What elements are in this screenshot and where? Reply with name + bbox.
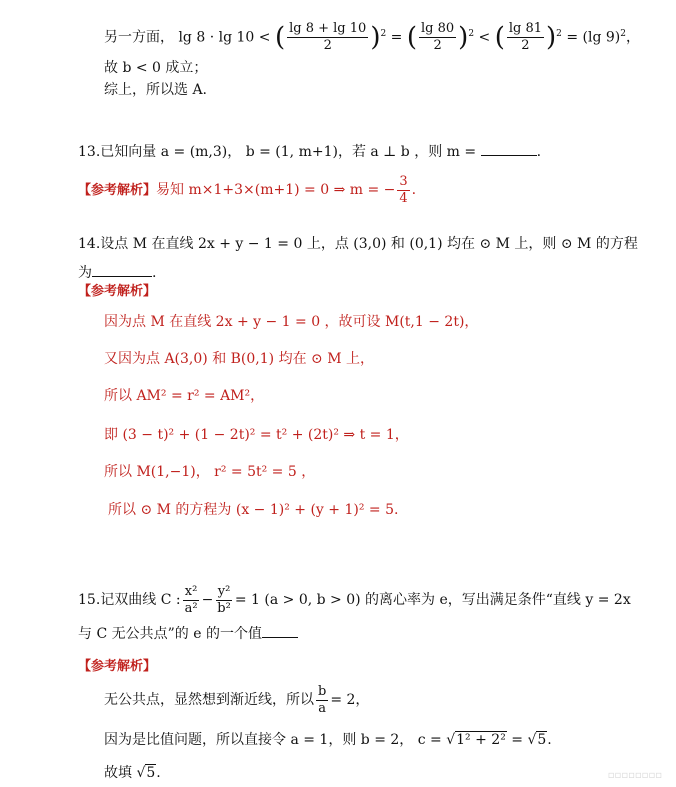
minus: − xyxy=(201,592,214,608)
q14-step-4: 即 (3 − t)² + (1 − 2t)² = t² + (2t)² ⇒ t = 1， xyxy=(104,427,409,443)
num: lg 80 xyxy=(421,21,455,37)
tail: = (lg 9) xyxy=(566,29,621,46)
num: y² xyxy=(217,583,231,599)
math: a = (m,3)， b = (1, m+1)，若 a ⊥ b ，则 m = xyxy=(160,144,477,160)
paren: ) xyxy=(370,22,381,53)
text: 为 xyxy=(78,265,92,281)
fraction-x xyxy=(183,584,200,617)
den: a² xyxy=(184,600,198,616)
q14-answer-tag: 【参考解析】 xyxy=(78,284,157,299)
num: lg 8 + lg 10 xyxy=(289,21,367,37)
text: . xyxy=(547,732,552,748)
q14-step-5: 所以 M(1,−1)， r² = 5t² = 5 ， xyxy=(104,464,316,480)
q15-step-2: 因为是比值问题，所以直接令 a = 1，则 b = 2， c = √1² + 2² = √5. xyxy=(104,732,552,748)
text: = 1 (a > 0, b > 0) 的离心率为 e，写出满足条件“直线 y = 2x xyxy=(234,592,631,608)
q15-step-3: 故填 √5. xyxy=(104,765,161,781)
fraction xyxy=(397,174,409,207)
fraction-b-a xyxy=(316,684,328,717)
tail-end: ， xyxy=(625,29,640,46)
q15-step-1 xyxy=(104,680,369,720)
answer-blank[interactable] xyxy=(262,623,298,638)
text: 另一方面， xyxy=(104,29,174,46)
den: 2 xyxy=(323,38,332,54)
q14-step-2: 又因为点 A(3,0) 和 B(0,1) 均在 ⊙ M 上， xyxy=(104,351,374,367)
radicand: 5 xyxy=(537,732,547,748)
text: 因为是比值问题，所以直接令 a = 1，则 b = 2， c = xyxy=(104,732,442,748)
math: lg 8 · lg 10 < xyxy=(178,29,271,46)
den: 4 xyxy=(399,190,408,206)
text: 13.已知向量 xyxy=(78,144,161,160)
den: a xyxy=(318,700,327,716)
eq: = xyxy=(390,29,403,46)
text: . xyxy=(152,265,157,281)
q15-stem-1 xyxy=(78,580,631,620)
text: . xyxy=(156,765,161,781)
den: 2 xyxy=(433,38,442,54)
num: x² xyxy=(184,583,198,599)
text: 故填 xyxy=(104,765,132,781)
paren: ( xyxy=(274,22,286,53)
top-line-1: 另一方面， lg 8 · lg 10 < ( $\frac{\lg 8 + \lg 10}{2}$ )$^2$ = ( $\frac{\lg 80}{2}$ )$^2$ < ( $\frac{\lg 81}{2}$ )$^2$ = (lg 9)$^2$， xyxy=(104,21,640,54)
q15-answer-tag: 【参考解析】 xyxy=(78,659,157,674)
q14-stem-2 xyxy=(78,262,156,283)
radicand: 5 xyxy=(146,765,156,781)
num: lg 81 xyxy=(508,21,542,37)
watermark: ▫▫▫▫▫▫▫▫ xyxy=(607,770,662,781)
paren: ) xyxy=(458,22,469,53)
text: = xyxy=(511,732,523,748)
text: . xyxy=(536,144,542,160)
text: = 2， xyxy=(330,692,370,708)
paren: ) xyxy=(546,22,557,53)
fraction-y xyxy=(215,584,233,617)
text: 15.记双曲线 C : xyxy=(78,592,181,608)
q14-stem-1: 14.设点 M 在直线 2x + y − 1 = 0 上，点 (3,0) 和 (0,1) 均在 ⊙ M 上，则 ⊙ M 的方程 xyxy=(78,236,638,252)
paren: ( xyxy=(494,22,505,53)
radicand: 1² + 2² xyxy=(456,732,506,748)
q14-step-1: 因为点 M 在直线 2x + y − 1 = 0 ，故可设 M(t,1 − 2t)， xyxy=(104,314,479,330)
paren: ( xyxy=(406,22,417,53)
answer-blank[interactable] xyxy=(481,141,537,156)
q14-step-3: 所以 AM² = r² = AM²， xyxy=(104,388,265,404)
lt: < xyxy=(478,29,491,46)
text: . xyxy=(411,182,417,198)
fraction-3 xyxy=(507,21,544,54)
text: 与 C 无公共点”的 e 的一个值 xyxy=(78,626,262,642)
top-line-3: 综上，所以选 A. xyxy=(104,82,208,98)
num: 3 xyxy=(399,173,408,189)
answer-blank[interactable] xyxy=(92,262,152,277)
num: b xyxy=(318,683,327,699)
den: 2 xyxy=(521,38,530,54)
q13-stem xyxy=(78,141,541,162)
answer-tag: 【参考解析】 xyxy=(78,183,157,198)
fraction-2 xyxy=(419,21,456,54)
fraction-1 xyxy=(287,21,368,54)
q13-answer xyxy=(78,170,416,211)
q15-stem-2 xyxy=(78,623,298,644)
top-line-2: 故 b < 0 成立； xyxy=(104,60,208,76)
den: b² xyxy=(217,600,231,616)
text: 无公共点，显然想到渐近线，所以 xyxy=(104,692,314,708)
math: 易知 m×1+3×(m+1) = 0 ⇒ m = − xyxy=(156,182,396,198)
q14-step-6: 所以 ⊙ M 的方程为 (x − 1)² + (y + 1)² = 5. xyxy=(108,502,399,518)
